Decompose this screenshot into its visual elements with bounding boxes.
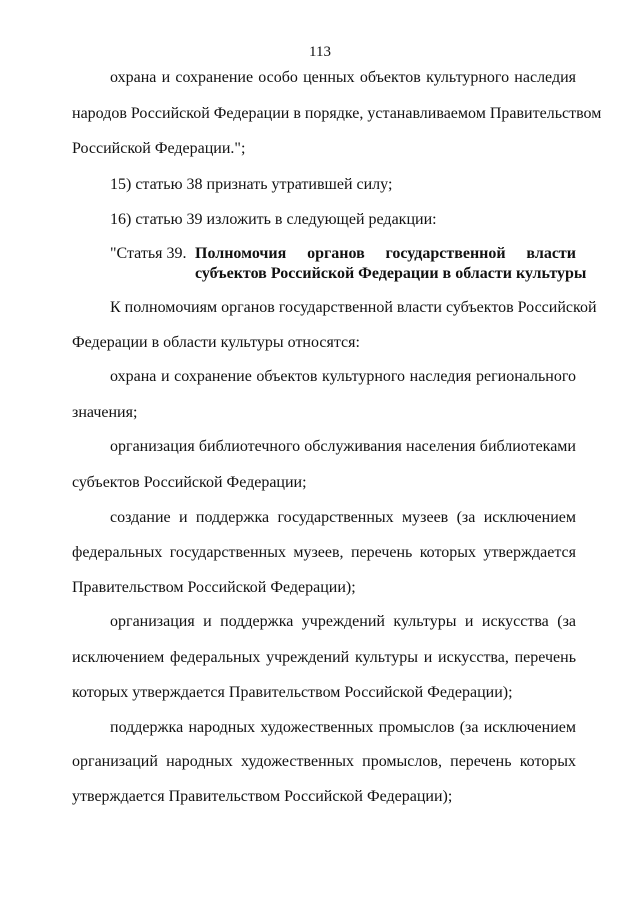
text-line: субъектов Российской Федерации;	[72, 474, 307, 491]
text-line: организация библиотечного обслуживания населения библиотеками	[110, 438, 576, 455]
text-line: создание и поддержка государственных музеев (за исключением	[110, 509, 576, 526]
text-line: К полномочиям органов государственной власти субъектов Российской	[110, 299, 597, 316]
text-line: федеральных государственных музеев, перечень которых утверждается	[72, 544, 576, 561]
text-line: организация и поддержка учреждений культуры и искусства (за	[110, 613, 576, 630]
text-line: поддержка народных художественных промыслов (за исключением	[110, 719, 576, 736]
text-line: охрана и сохранение объектов культурного наследия регионального	[110, 368, 576, 385]
text-line: Правительством Российской Федерации);	[72, 579, 356, 596]
article-heading: субъектов Российской Федерации в области культуры	[195, 265, 587, 282]
text-line: утверждается Правительством Российской Федерации);	[72, 788, 453, 805]
text-line: организаций народных художественных промыслов, перечень которых	[72, 753, 576, 770]
list-item: 15) статью 38 признать утратившей силу;	[110, 176, 393, 193]
text-line: охрана и сохранение особо ценных объектов культурного наследия	[110, 69, 576, 86]
text-line: которых утверждается Правительством Российской Федерации);	[72, 684, 513, 701]
text-line: исключением федеральных учреждений культуры и искусства, перечень	[72, 649, 576, 666]
text-line: значения;	[72, 404, 138, 421]
article-label: "Статья 39.	[110, 245, 187, 262]
article-heading: Полномочия органов государственной власти	[195, 245, 576, 262]
text-line: Российской Федерации.";	[72, 140, 246, 157]
text-line: народов Российской Федерации в порядке, устанавливаемом Правительством	[72, 105, 602, 122]
list-item: 16) статью 39 изложить в следующей редакции:	[110, 211, 437, 228]
text-line: Федерации в области культуры относятся:	[72, 334, 360, 351]
page-number: 113	[309, 44, 331, 60]
